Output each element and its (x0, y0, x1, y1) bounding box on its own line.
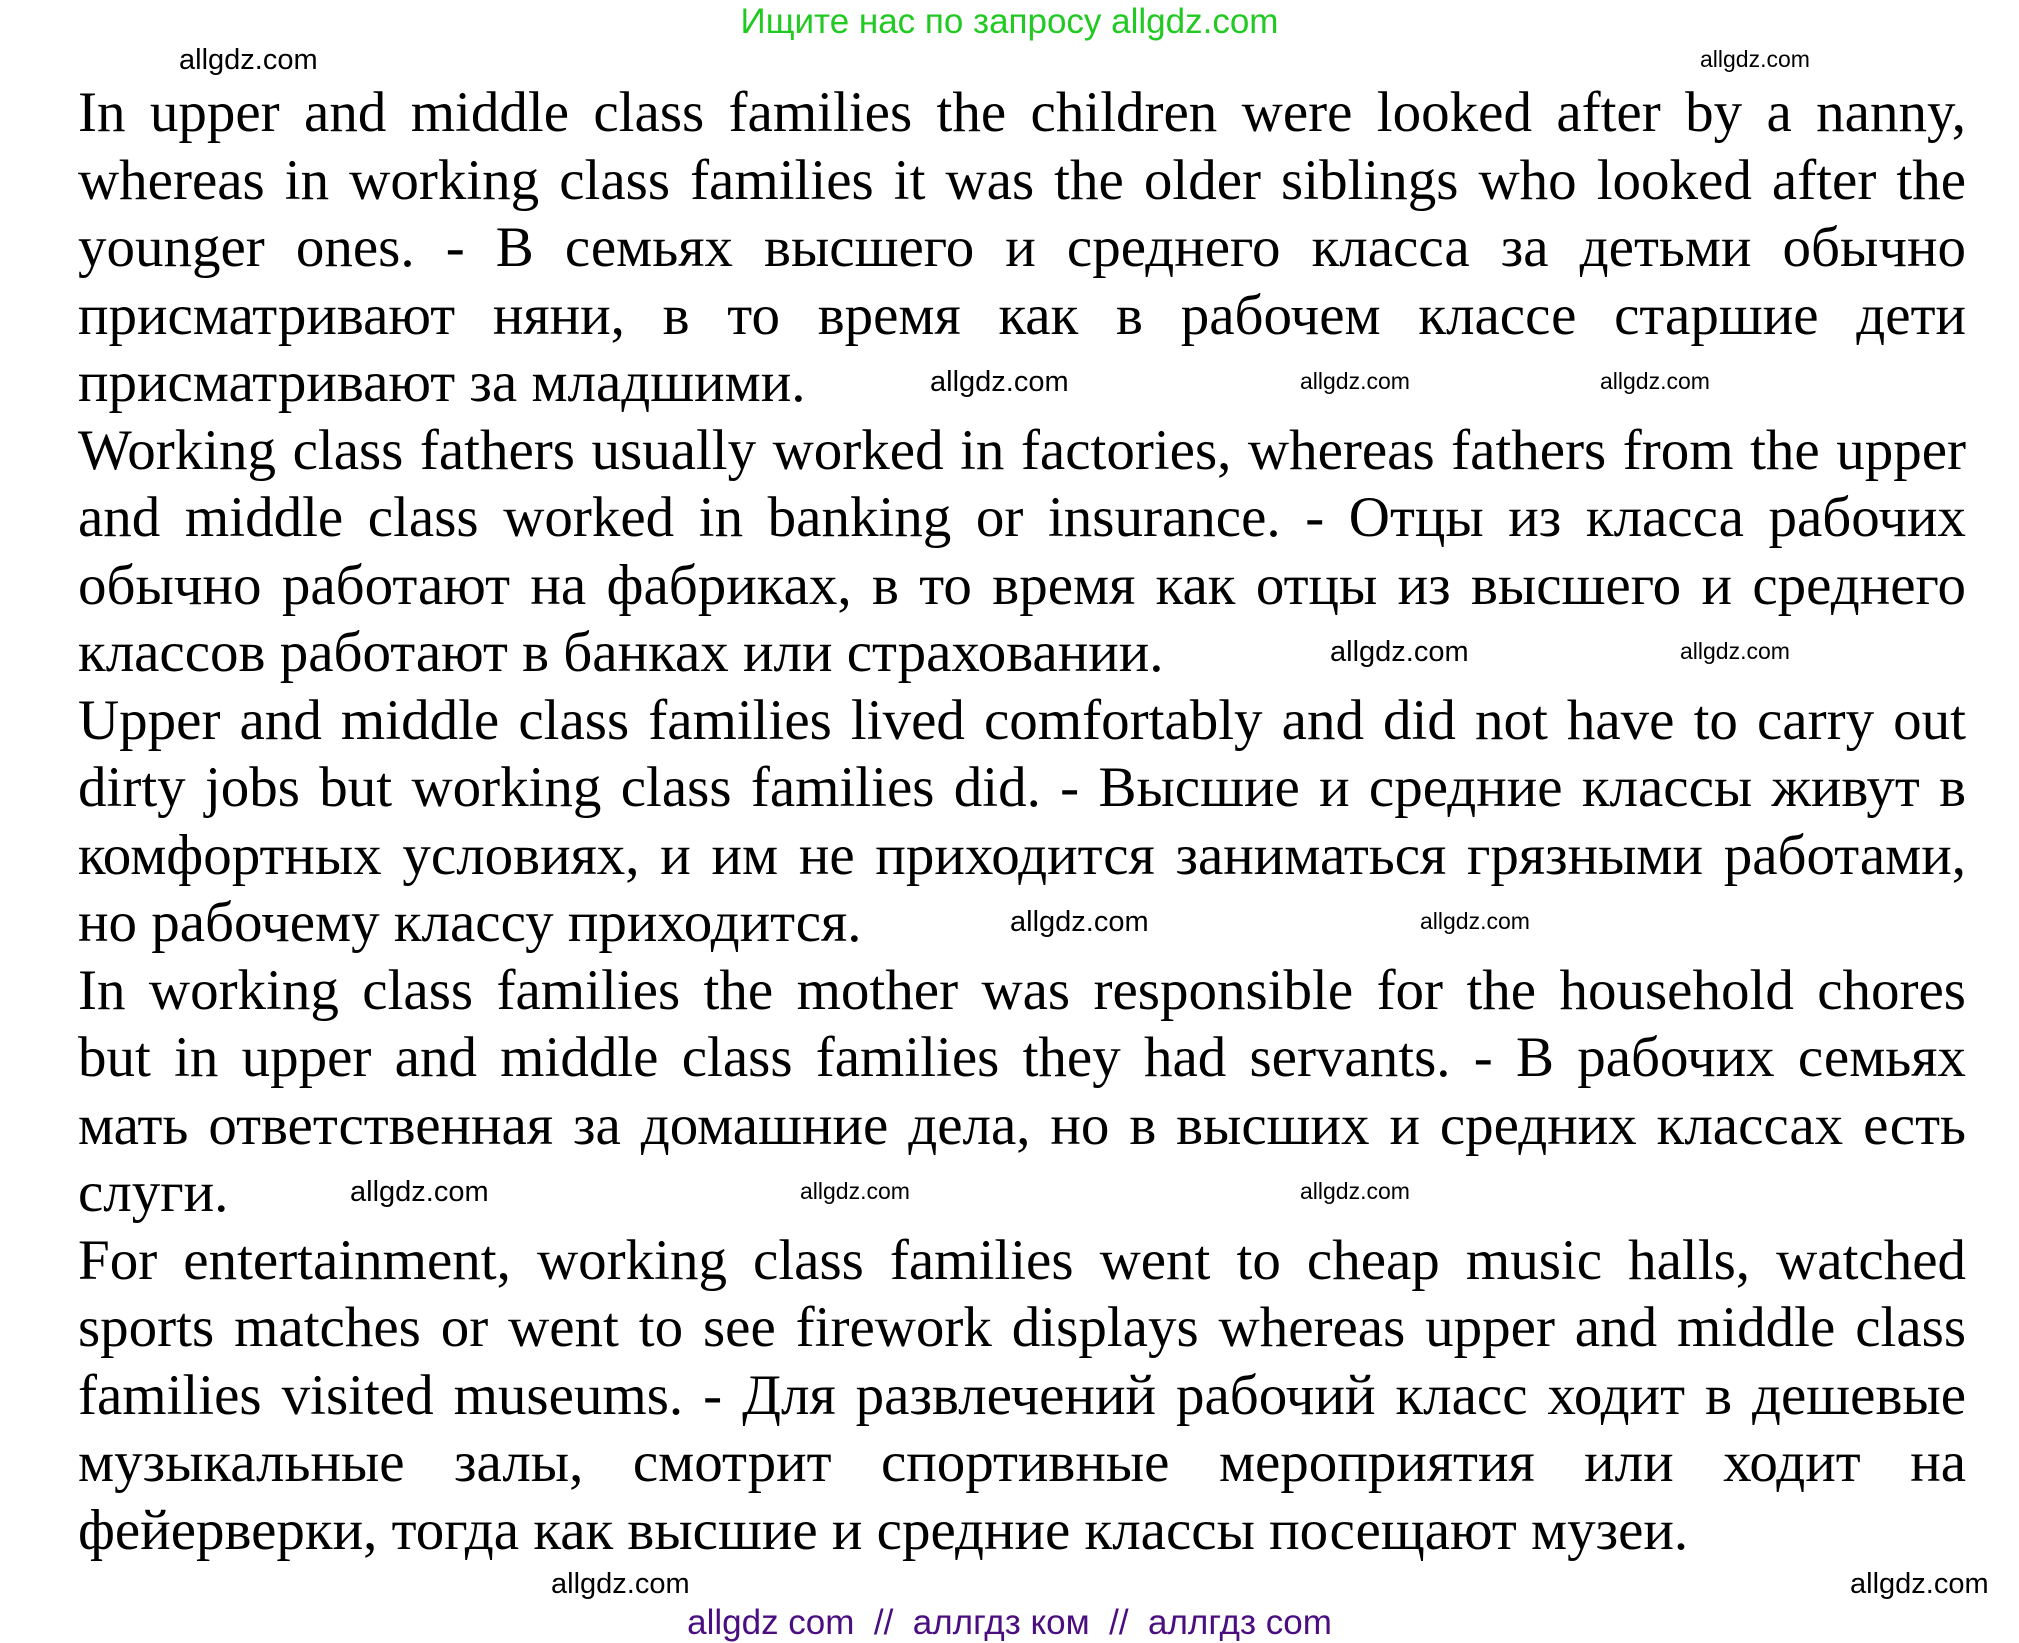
watermark: allgdz.com (350, 1176, 489, 1208)
watermark: allgdz.com (179, 44, 318, 76)
watermark: allgdz.com (551, 1568, 690, 1600)
text-line: музыкальные залы, смотрит спортивные мероприятия или ходит на (78, 1431, 1966, 1494)
text-line: In working class families the mother was responsible for the household chores (78, 958, 1966, 1022)
text-line: but in upper and middle class families they had servants. - В рабочих семьях (78, 1026, 1966, 1089)
text-line: families visited museums. - Для развлечений рабочий класс ходит в дешевые (78, 1363, 1966, 1427)
text-line: In upper and middle class families the children were looked after by a nanny, (78, 81, 1966, 144)
text-line: whereas in working class families it was the older siblings who looked after the (78, 148, 1966, 212)
text-line: and middle class worked in banking or insurance. - Отцы из класса рабочих (78, 486, 1966, 549)
text-line: Upper and middle class families lived comfortably and did not have to carry out (78, 688, 1966, 752)
text-line: классов работают в банках или страховании. (78, 621, 1164, 684)
text-line: слуги. (78, 1161, 229, 1224)
footer-banner: allgdz com // аллгдз ком // аллгдз com (687, 1603, 1332, 1642)
text-line: мать ответственная за домашние дела, но в высших и средних классах есть (78, 1093, 1966, 1157)
text-line: Working class fathers usually worked in factories, whereas fathers from the upper (78, 418, 1966, 482)
watermark: allgdz.com (1300, 1178, 1410, 1204)
watermark: allgdz.com (930, 366, 1069, 398)
text-line: но рабочему классу приходится. (78, 891, 862, 954)
paragraph (78, 1227, 1966, 1565)
text-line: фейерверки, тогда как высшие и средние классы посещают музеи. (78, 1498, 1689, 1562)
document-body (78, 79, 1966, 1564)
watermark: allgdz.com (1600, 368, 1710, 394)
watermark: allgdz.com (1420, 908, 1530, 934)
text-line: обычно работают на фабриках, в то время как отцы из высшего и среднего (78, 553, 1966, 617)
header-banner: Ищите нас по запросу allgdz.com (740, 2, 1279, 41)
text-line: присматривают няни, в то время как в рабочем классе старшие дети (78, 283, 1966, 347)
watermark: allgdz.com (1330, 636, 1469, 668)
text-line: sports matches or went to see firework displays whereas upper and middle class (78, 1296, 1966, 1359)
watermark: allgdz.com (1700, 46, 1810, 72)
text-line: комфортных условиях, и им не приходится заниматься грязными работами, (78, 823, 1966, 887)
text-line: присматривают за младшими. (78, 351, 806, 414)
watermark: allgdz.com (1850, 1568, 1989, 1600)
watermark: allgdz.com (800, 1178, 910, 1204)
text-line: dirty jobs but working class families did. - Высшие и средние классы живут в (78, 756, 1966, 819)
text-line: younger ones. - В семьях высшего и среднего класса за детьми обычно (78, 216, 1966, 279)
watermark: allgdz.com (1300, 368, 1410, 394)
text-line: For entertainment, working class families went to cheap music halls, watched (78, 1228, 1966, 1292)
watermark: allgdz.com (1010, 906, 1149, 938)
watermark: allgdz.com (1680, 638, 1790, 664)
